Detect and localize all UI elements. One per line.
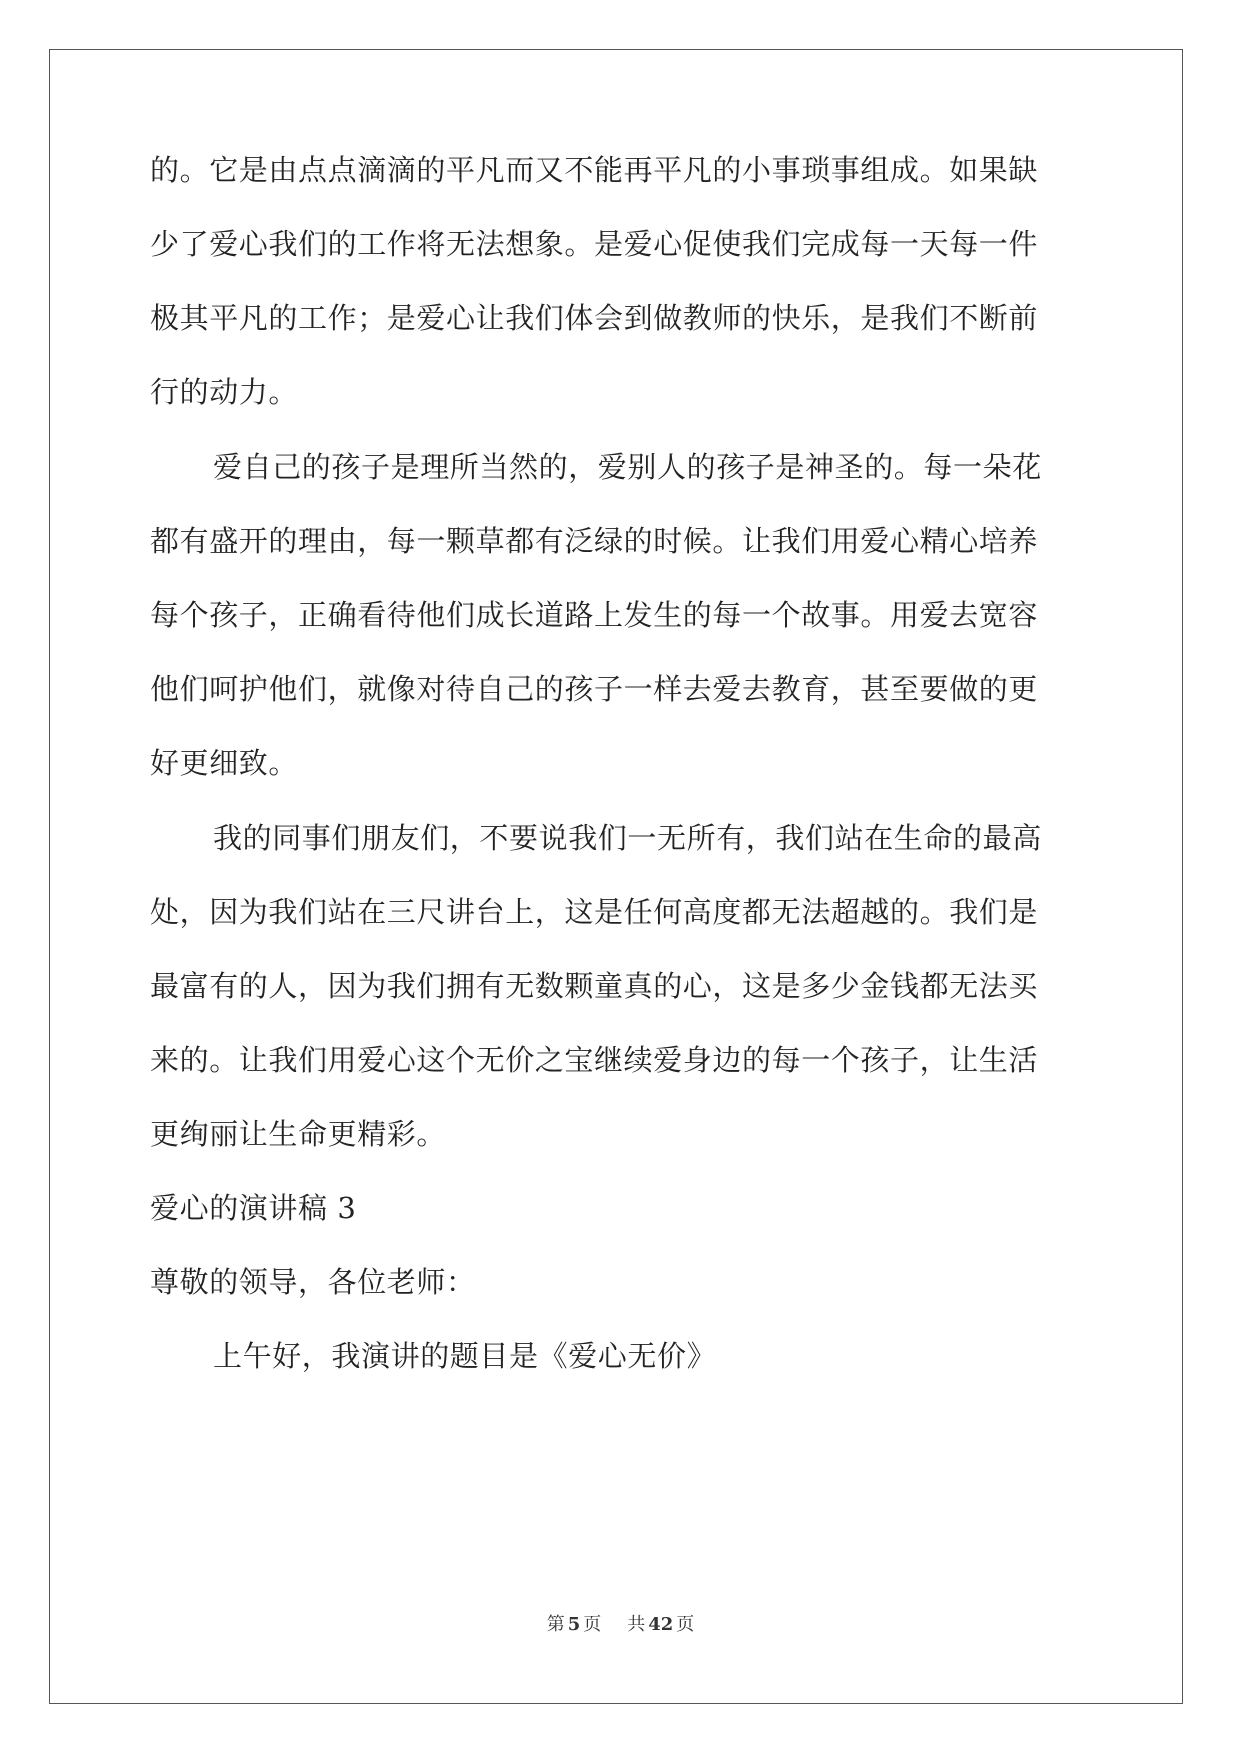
page-prefix: 第	[546, 1614, 565, 1635]
paragraph-line: 每个孩子，正确看待他们成长道路上发生的每一个故事。用爱去宽容	[150, 598, 1039, 632]
paragraph-line: 少了爱心我们的工作将无法想象。是爱心促使我们完成每一天每一件	[150, 227, 1039, 261]
paragraph-line: 行的动力。	[150, 375, 299, 409]
total-pages: 42	[648, 1614, 674, 1635]
paragraph-line: 处，因为我们站在三尺讲台上，这是任何高度都无法超越的。我们是	[150, 895, 1039, 929]
page-border	[49, 49, 1183, 1704]
salutation: 尊敬的领导，各位老师：	[150, 1265, 476, 1299]
paragraph-line: 爱自己的孩子是理所当然的，爱别人的孩子是神圣的。每一朵花	[213, 450, 1042, 484]
paragraph-line: 好更细致。	[150, 746, 299, 780]
paragraph-line: 更绚丽让生命更精彩。	[150, 1117, 447, 1151]
total-suffix: 页	[676, 1614, 695, 1635]
paragraph-line: 来的。让我们用爱心这个无价之宝继续爱身边的每一个孩子，让生活	[150, 1043, 1039, 1077]
total-prefix: 共	[627, 1614, 646, 1635]
page-suffix: 页	[583, 1614, 602, 1635]
section-heading: 爱心的演讲稿 3	[150, 1191, 357, 1225]
paragraph-line: 我的同事们朋友们，不要说我们一无所有，我们站在生命的最高	[213, 821, 1042, 855]
page-number: 5	[567, 1614, 581, 1635]
paragraph-line: 极其平凡的工作；是爱心让我们体会到做教师的快乐，是我们不断前	[150, 301, 1039, 335]
paragraph-line: 他们呵护他们，就像对待自己的孩子一样去爱去教育，甚至要做的更	[150, 672, 1039, 706]
paragraph-line: 上午好，我演讲的题目是《爱心无价》	[213, 1339, 717, 1373]
paragraph-line: 的。它是由点点滴滴的平凡而又不能再平凡的小事琐事组成。如果缺	[150, 153, 1039, 187]
paragraph-line: 最富有的人，因为我们拥有无数颗童真的心，这是多少金钱都无法买	[150, 969, 1039, 1003]
page-footer	[0, 1610, 1241, 1636]
paragraph-line: 都有盛开的理由，每一颗草都有泛绿的时候。让我们用爱心精心培养	[150, 524, 1039, 558]
